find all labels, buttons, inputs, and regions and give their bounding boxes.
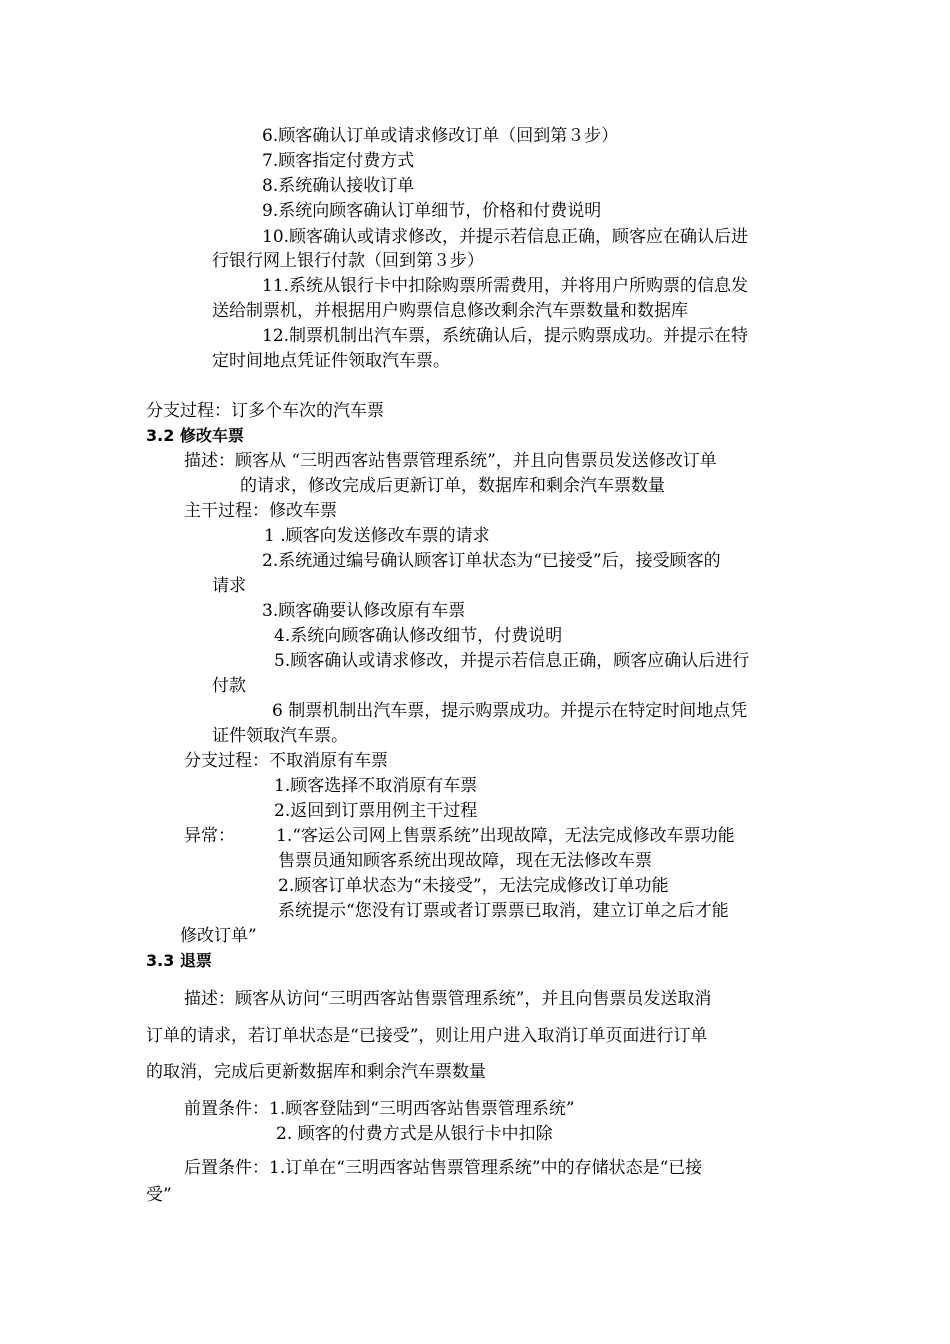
text-line: 修改订单” bbox=[180, 926, 257, 946]
text-line: 2. 顾客的付费方式是从银行卡中扣除 bbox=[276, 1124, 553, 1144]
text-line: 7.顾客指定付费方式 bbox=[262, 151, 415, 171]
text-line: 2.系统通过编号确认顾客订单状态为“已接受”后，接受顾客的 bbox=[262, 551, 721, 571]
text-line: 2.返回到订票用例主干过程 bbox=[274, 801, 478, 821]
text-line: 前置条件：1.顾客登陆到“三明西客站售票管理系统” bbox=[184, 1099, 575, 1119]
text-line: 系统提示“您没有订票或者订票票已取消，建立订单之后才能 bbox=[278, 901, 729, 921]
text-line: 证件领取汽车票。 bbox=[212, 726, 348, 746]
text-line: 主干过程：修改车票 bbox=[184, 501, 337, 521]
text-line: 受” bbox=[146, 1185, 172, 1205]
text-line: 订单的请求，若订单状态是“已接受”，则让用户进入取消订单页面进行订单 bbox=[146, 1026, 708, 1046]
text-line: 1 .顾客向发送修改车票的请求 bbox=[264, 526, 490, 546]
text-line: 2.顾客订单状态为“未接受”，无法完成修改订单功能 bbox=[278, 876, 669, 896]
text-line: 后置条件：1.订单在“三明西客站售票管理系统”中的存储状态是“已接 bbox=[184, 1158, 703, 1178]
text-line: 10.顾客确认或请求修改，并提示若信息正确，顾客应在确认后进 bbox=[262, 227, 749, 247]
text-line: 3.顾客确要认修改原有车票 bbox=[262, 601, 466, 621]
text-line: 12.制票机制出汽车票，系统确认后，提示购票成功。并提示在特 bbox=[262, 326, 749, 346]
text-line: 描述：顾客从访问“三明西客站售票管理系统”，并且向售票员发送取消 bbox=[184, 989, 712, 1009]
text-line: 的请求，修改完成后更新订单，数据库和剩余汽车票数量 bbox=[240, 476, 665, 496]
text-line: 5.顾客确认或请求修改，并提示若信息正确，顾客应确认后进行 bbox=[274, 651, 750, 671]
text-line: 9.系统向顾客确认订单细节，价格和付费说明 bbox=[262, 201, 602, 221]
text-line: 送给制票机，并根据用户购票信息修改剩余汽车票数量和数据库 bbox=[212, 301, 688, 321]
text-line: 分支过程：订多个车次的汽车票 bbox=[146, 401, 384, 421]
text-line: 付款 bbox=[212, 676, 246, 696]
text-line: 11.系统从银行卡中扣除购票所需费用，并将用户所购票的信息发 bbox=[262, 276, 749, 296]
text-line: 售票员通知顾客系统出现故障，现在无法修改车票 bbox=[278, 851, 652, 871]
text-line: 4.系统向顾客确认修改细节，付费说明 bbox=[274, 626, 563, 646]
section-heading: 3.3 退票 bbox=[146, 951, 212, 970]
text-line: 8.系统确认接收订单 bbox=[262, 176, 415, 196]
text-line: 异常： bbox=[184, 826, 235, 846]
text-line: 1.顾客选择不取消原有车票 bbox=[274, 776, 478, 796]
text-line: 定时间地点凭证件领取汽车票。 bbox=[212, 351, 450, 371]
text-line: 6.顾客确认订单或请求修改订单（回到第３步） bbox=[262, 126, 619, 146]
text-line: 描述：顾客从 “三明西客站售票管理系统”，并且向售票员发送修改订单 bbox=[184, 451, 717, 471]
text-line: 分支过程：不取消原有车票 bbox=[184, 751, 388, 771]
text-line: 请求 bbox=[212, 576, 246, 596]
section-heading: 3.2 修改车票 bbox=[146, 426, 244, 445]
text-line: 1.“客运公司网上售票系统”出现故障，无法完成修改车票功能 bbox=[276, 826, 735, 846]
text-line: 6 制票机制出汽车票，提示购票成功。并提示在特定时间地点凭 bbox=[272, 701, 748, 721]
text-line: 行银行网上银行付款（回到第３步） bbox=[212, 251, 484, 271]
text-line: 的取消，完成后更新数据库和剩余汽车票数量 bbox=[146, 1062, 486, 1082]
